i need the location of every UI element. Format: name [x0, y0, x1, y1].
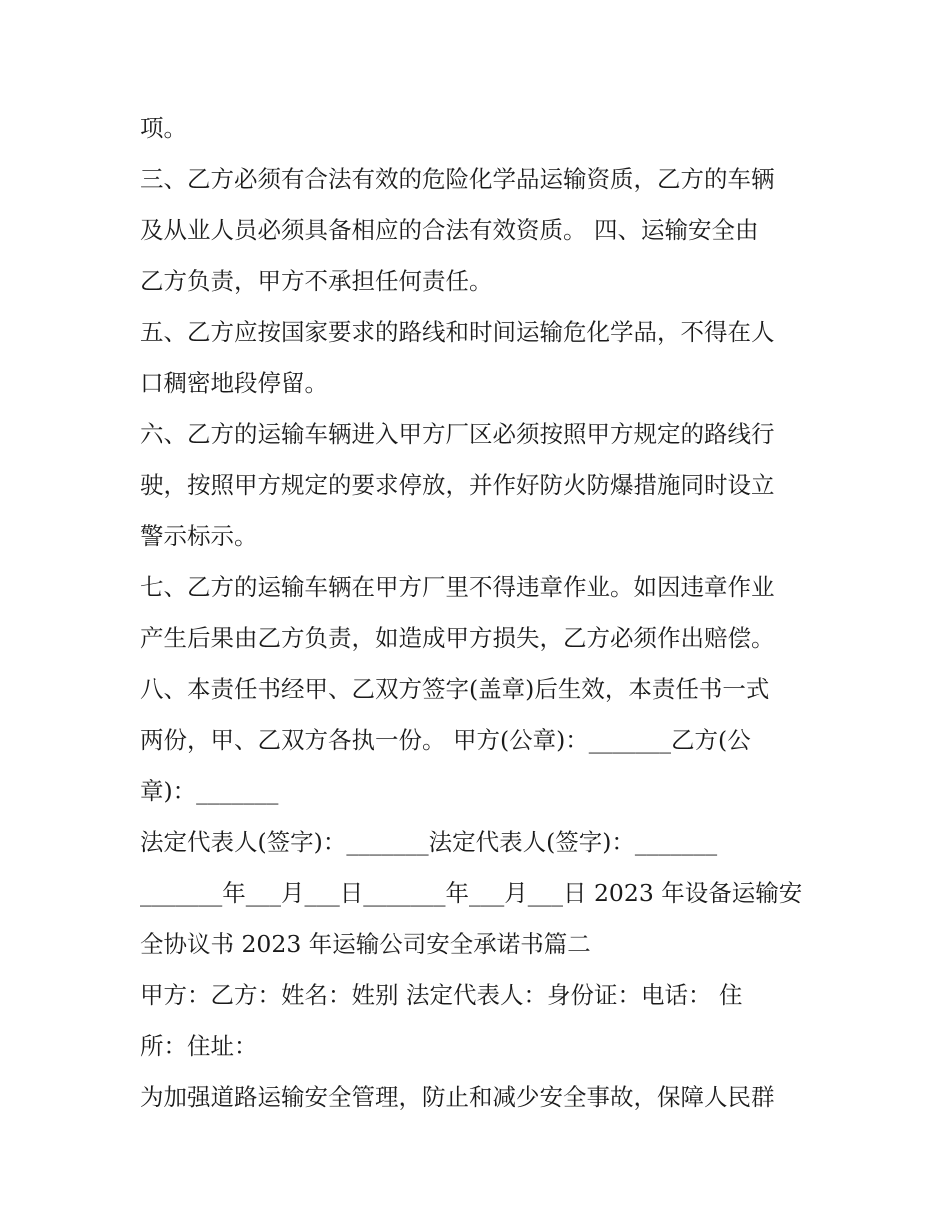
clause-4-line: 乙方负责，甲方不承担任何责任。 — [140, 267, 493, 295]
text-line: 项。 — [140, 114, 187, 142]
signature-line: 两份，甲、乙双方各执一份。 甲方(公章)：_______乙方(公 — [140, 726, 751, 754]
party-info-line: 甲方：乙方：姓名：姓别 法定代表人：身份证：电话： 住 — [140, 981, 743, 1009]
section-title-line: 全协议书 2023 年运输公司安全承诺书篇二 — [140, 930, 591, 958]
clause-7-line: 七、乙方的运输车辆在甲方厂里不得违章作业。如因违章作业 — [140, 573, 775, 601]
date-line: _______年___月___日_______年___月___日 2023 年设备运输安 — [140, 879, 803, 907]
clause-5-line: 口稠密地段停留。 — [140, 369, 328, 397]
clause-7-line: 产生后果由乙方负责，如造成甲方损失，乙方必须作出赔偿。 — [140, 624, 775, 652]
document-body — [140, 103, 815, 1123]
clause-6-line: 警示标示。 — [140, 522, 258, 550]
clause-3-line: 三、乙方必须有合法有效的危险化学品运输资质，乙方的车辆 — [140, 165, 775, 193]
party-info-line: 所：住址： — [140, 1032, 258, 1060]
clause-3-4-line: 及从业人员必须具备相应的合法有效资质。 四、运输安全由 — [140, 216, 759, 244]
clause-6-line: 驶，按照甲方规定的要求停放，并作好防火防爆措施同时设立 — [140, 471, 775, 499]
clause-6-line: 六、乙方的运输车辆进入甲方厂区必须按照甲方规定的路线行 — [140, 420, 775, 448]
signature-line: 章)：_______ — [140, 777, 279, 805]
legal-rep-signature-line: 法定代表人(签字)：_______法定代表人(签字)：_______ — [140, 828, 718, 856]
preamble-line: 为加强道路运输安全管理，防止和减少安全事故，保障人民群 — [140, 1083, 775, 1111]
clause-5-line: 五、乙方应按国家要求的路线和时间运输危化学品，不得在人 — [140, 318, 775, 346]
clause-8-line: 八、本责任书经甲、乙双方签字(盖章)后生效，本责任书一式 — [140, 675, 770, 703]
